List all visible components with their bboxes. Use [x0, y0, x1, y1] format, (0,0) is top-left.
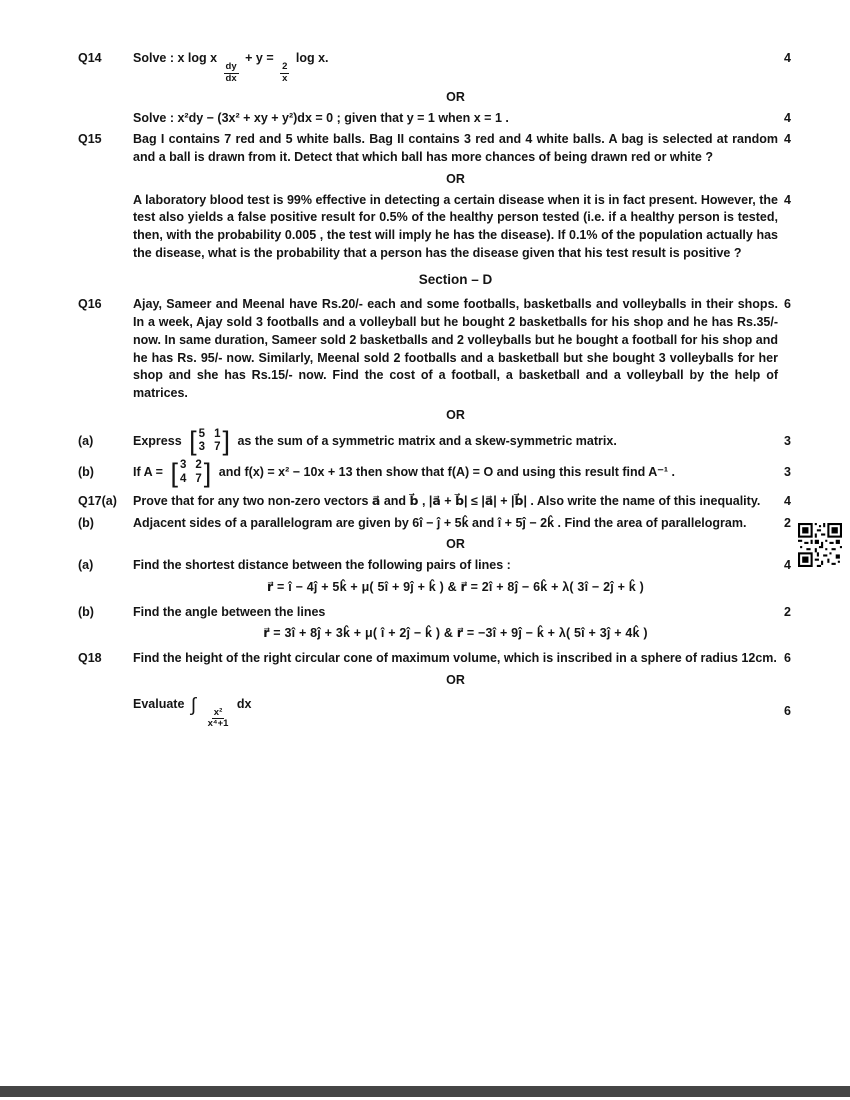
question-text: [133, 459, 778, 487]
qr-code: [798, 523, 842, 567]
integral-sign: ∫: [190, 694, 197, 716]
marks-value: 4: [784, 558, 791, 573]
question-text: A laboratory blood test is 99% effective in detecting a certain disease when it is in fact present. However, the test also yields a false positive result for 0.5% of the healthy person tested (i.e. if a healthy person is tested, then, with the probability 0.005 , the test will imply he has the disease). If 0.1% of the population actually has the disease, what is the probability that a person has the disease given that his test result is positive ?: [133, 192, 778, 260]
marks-value: 4: [784, 51, 791, 65]
question-number: Q15: [78, 132, 102, 147]
question-text: Prove that for any two non-zero vectors a⃗ and b⃗ , |a⃗ + b⃗| ≤ |a⃗| + |b⃗| . Also write the name of this inequality.: [133, 493, 761, 508]
section-heading: Section – D: [418, 271, 493, 287]
left-bracket: [: [170, 457, 178, 488]
question-number: Q14: [78, 51, 102, 65]
matrix-cell: 4: [179, 472, 187, 485]
text-fragment: dx: [236, 696, 252, 711]
question-number: Q18: [78, 651, 102, 666]
fraction-numerator: dy: [225, 61, 237, 72]
or-separator: OR: [446, 407, 465, 422]
matrix-cell: 2: [195, 459, 202, 472]
right-bracket: ]: [222, 425, 230, 456]
q16-alt-a-row: [78, 425, 820, 456]
or-separator: OR: [446, 89, 465, 104]
right-bracket: ]: [203, 457, 212, 488]
or-row: [78, 407, 820, 425]
text-fragment: If A =: [133, 465, 163, 480]
marks-value: 4: [784, 132, 791, 147]
or-separator: OR: [446, 537, 465, 552]
question-text: [133, 425, 778, 456]
fraction-numerator: 2: [282, 61, 288, 72]
marks-value: 3: [784, 465, 791, 480]
marks-value: 2: [784, 604, 791, 619]
q17-b-row: [78, 515, 820, 533]
marks-value: 4: [784, 493, 791, 508]
marks-value: 6: [784, 297, 791, 312]
matrix-2x2: [170, 459, 211, 487]
vector-equation: r⃗ = 3î + 8ĵ + 3k̂ + μ( î + 2ĵ − k̂ ) & r⃗ = −3î + 9ĵ − k̂ + λ( 5î + 3ĵ + 4k̂ ): [263, 626, 648, 641]
question-text: Find the angle between the lines: [133, 604, 326, 619]
marks-value: 4: [784, 110, 791, 125]
footer-bar: [0, 1086, 850, 1097]
or-row: [78, 536, 820, 554]
vector-equation: r⃗ = î − 4ĵ + 5k̂ + μ( 5î + 9ĵ + k̂ ) & r⃗ = 2î + 8ĵ − 6k̂ + λ( 3î − 2ĵ + k̂ ): [267, 579, 644, 594]
or-separator: OR: [446, 171, 465, 186]
q16-row: [78, 296, 820, 403]
or-separator: OR: [446, 672, 465, 687]
q17-a-row: [78, 493, 820, 511]
question-text: Bag I contains 7 red and 5 white balls. Bag II contains 3 red and 4 white balls. A bag is selected at random and a ball is drawn from it. Detect that which ball has more chances of being drawn red or white ?: [133, 132, 778, 165]
matrix-cell: 1: [214, 427, 221, 440]
text-fragment: Evaluate: [133, 696, 185, 711]
q17-alt-a-equation-row: [78, 579, 820, 597]
left-bracket: [: [189, 425, 197, 456]
question-number: (b): [78, 465, 94, 480]
question-number: (b): [78, 515, 94, 530]
text-fragment: and f(x) = x² − 10x + 13 then show that f(A) = O and using this result find A⁻¹ .: [218, 465, 675, 480]
fraction-dy-dx: [224, 62, 239, 85]
question-text: Find the height of the right circular cone of maximum volume, which is inscribed in a sphere of radius 12cm.: [133, 651, 777, 666]
text-fragment: as the sum of a symmetric matrix and a skew-symmetric matrix.: [237, 433, 617, 448]
marks-value: 4: [784, 192, 791, 207]
question-number: (a): [78, 433, 94, 448]
q15-alt-row: [78, 192, 820, 263]
text-fragment: + y =: [245, 51, 274, 65]
question-text: [133, 50, 778, 85]
q15-row: [78, 131, 820, 167]
question-number: Q17(a): [78, 493, 117, 508]
matrix-cell: 3: [198, 441, 206, 454]
matrix-2x2: [189, 425, 230, 456]
text-fragment: log x.: [295, 51, 329, 65]
question-text: Ajay, Sameer and Meenal have Rs.20/- each and some footballs, basketballs and volleyballs in their shops. In a week, Ajay sold 3 footballs and a volleyball but he bought 2 basketballs for his shop and he has Rs.35/- now. In same duration, Sameer sold 2 basketballs and 2 volleyballs but he bought a football for his shop and he has Rs. 95/- now. Similarly, Meenal sold 2 footballs and a basketball but she bought 3 volleyballs for her shop and she has Rs.15/- now. Find the cost of a football, a basketball and a volleyball by the help of matrices.: [133, 297, 778, 401]
q14-row: [78, 50, 820, 85]
section-heading-row: [78, 270, 820, 290]
fraction-denominator: dx: [225, 72, 237, 84]
q14-alt-row: [78, 110, 820, 128]
or-row: [78, 89, 820, 107]
fraction-denominator: x⁴+1: [207, 718, 229, 730]
question-number: Q16: [78, 297, 102, 312]
q18-row: [78, 650, 820, 668]
matrix-cell: 7: [195, 472, 202, 485]
q17-alt-b-equation-row: [78, 625, 820, 643]
matrix-cell: 7: [214, 441, 221, 454]
question-text: Solve : x²dy − (3x² + xy + y²)dx = 0 ; given that y = 1 when x = 1 .: [133, 110, 509, 125]
question-text: Find the shortest distance between the following pairs of lines :: [133, 558, 511, 573]
fraction-integrand: [206, 708, 231, 731]
or-row: [78, 672, 820, 690]
matrix-cell: 5: [198, 427, 206, 440]
or-row: [78, 171, 820, 189]
fraction-numerator: x²: [213, 706, 223, 718]
marks-value: 6: [784, 651, 791, 666]
question-text: Adjacent sides of a parallelogram are given by 6î − ĵ + 5k̂ and î + 5ĵ − 2k̂ . Find the area of parallelogram.: [133, 515, 747, 530]
marks-value: 6: [784, 703, 791, 718]
q16-alt-b-row: [78, 459, 820, 487]
question-number: (b): [78, 604, 94, 619]
fraction-denominator: x: [282, 72, 288, 84]
q18-alt-row: [78, 693, 820, 731]
question-text: [133, 693, 778, 731]
q17-alt-b-row: [78, 604, 820, 622]
marks-value: 3: [784, 433, 791, 448]
question-number: (a): [78, 558, 94, 573]
text-fragment: Express: [133, 433, 182, 448]
q17-alt-a-row: [78, 557, 820, 575]
fraction-2-x: [280, 62, 289, 85]
text-fragment: Solve : x log x: [133, 51, 218, 65]
marks-value: 2: [784, 515, 791, 530]
matrix-cell: 3: [179, 459, 187, 472]
